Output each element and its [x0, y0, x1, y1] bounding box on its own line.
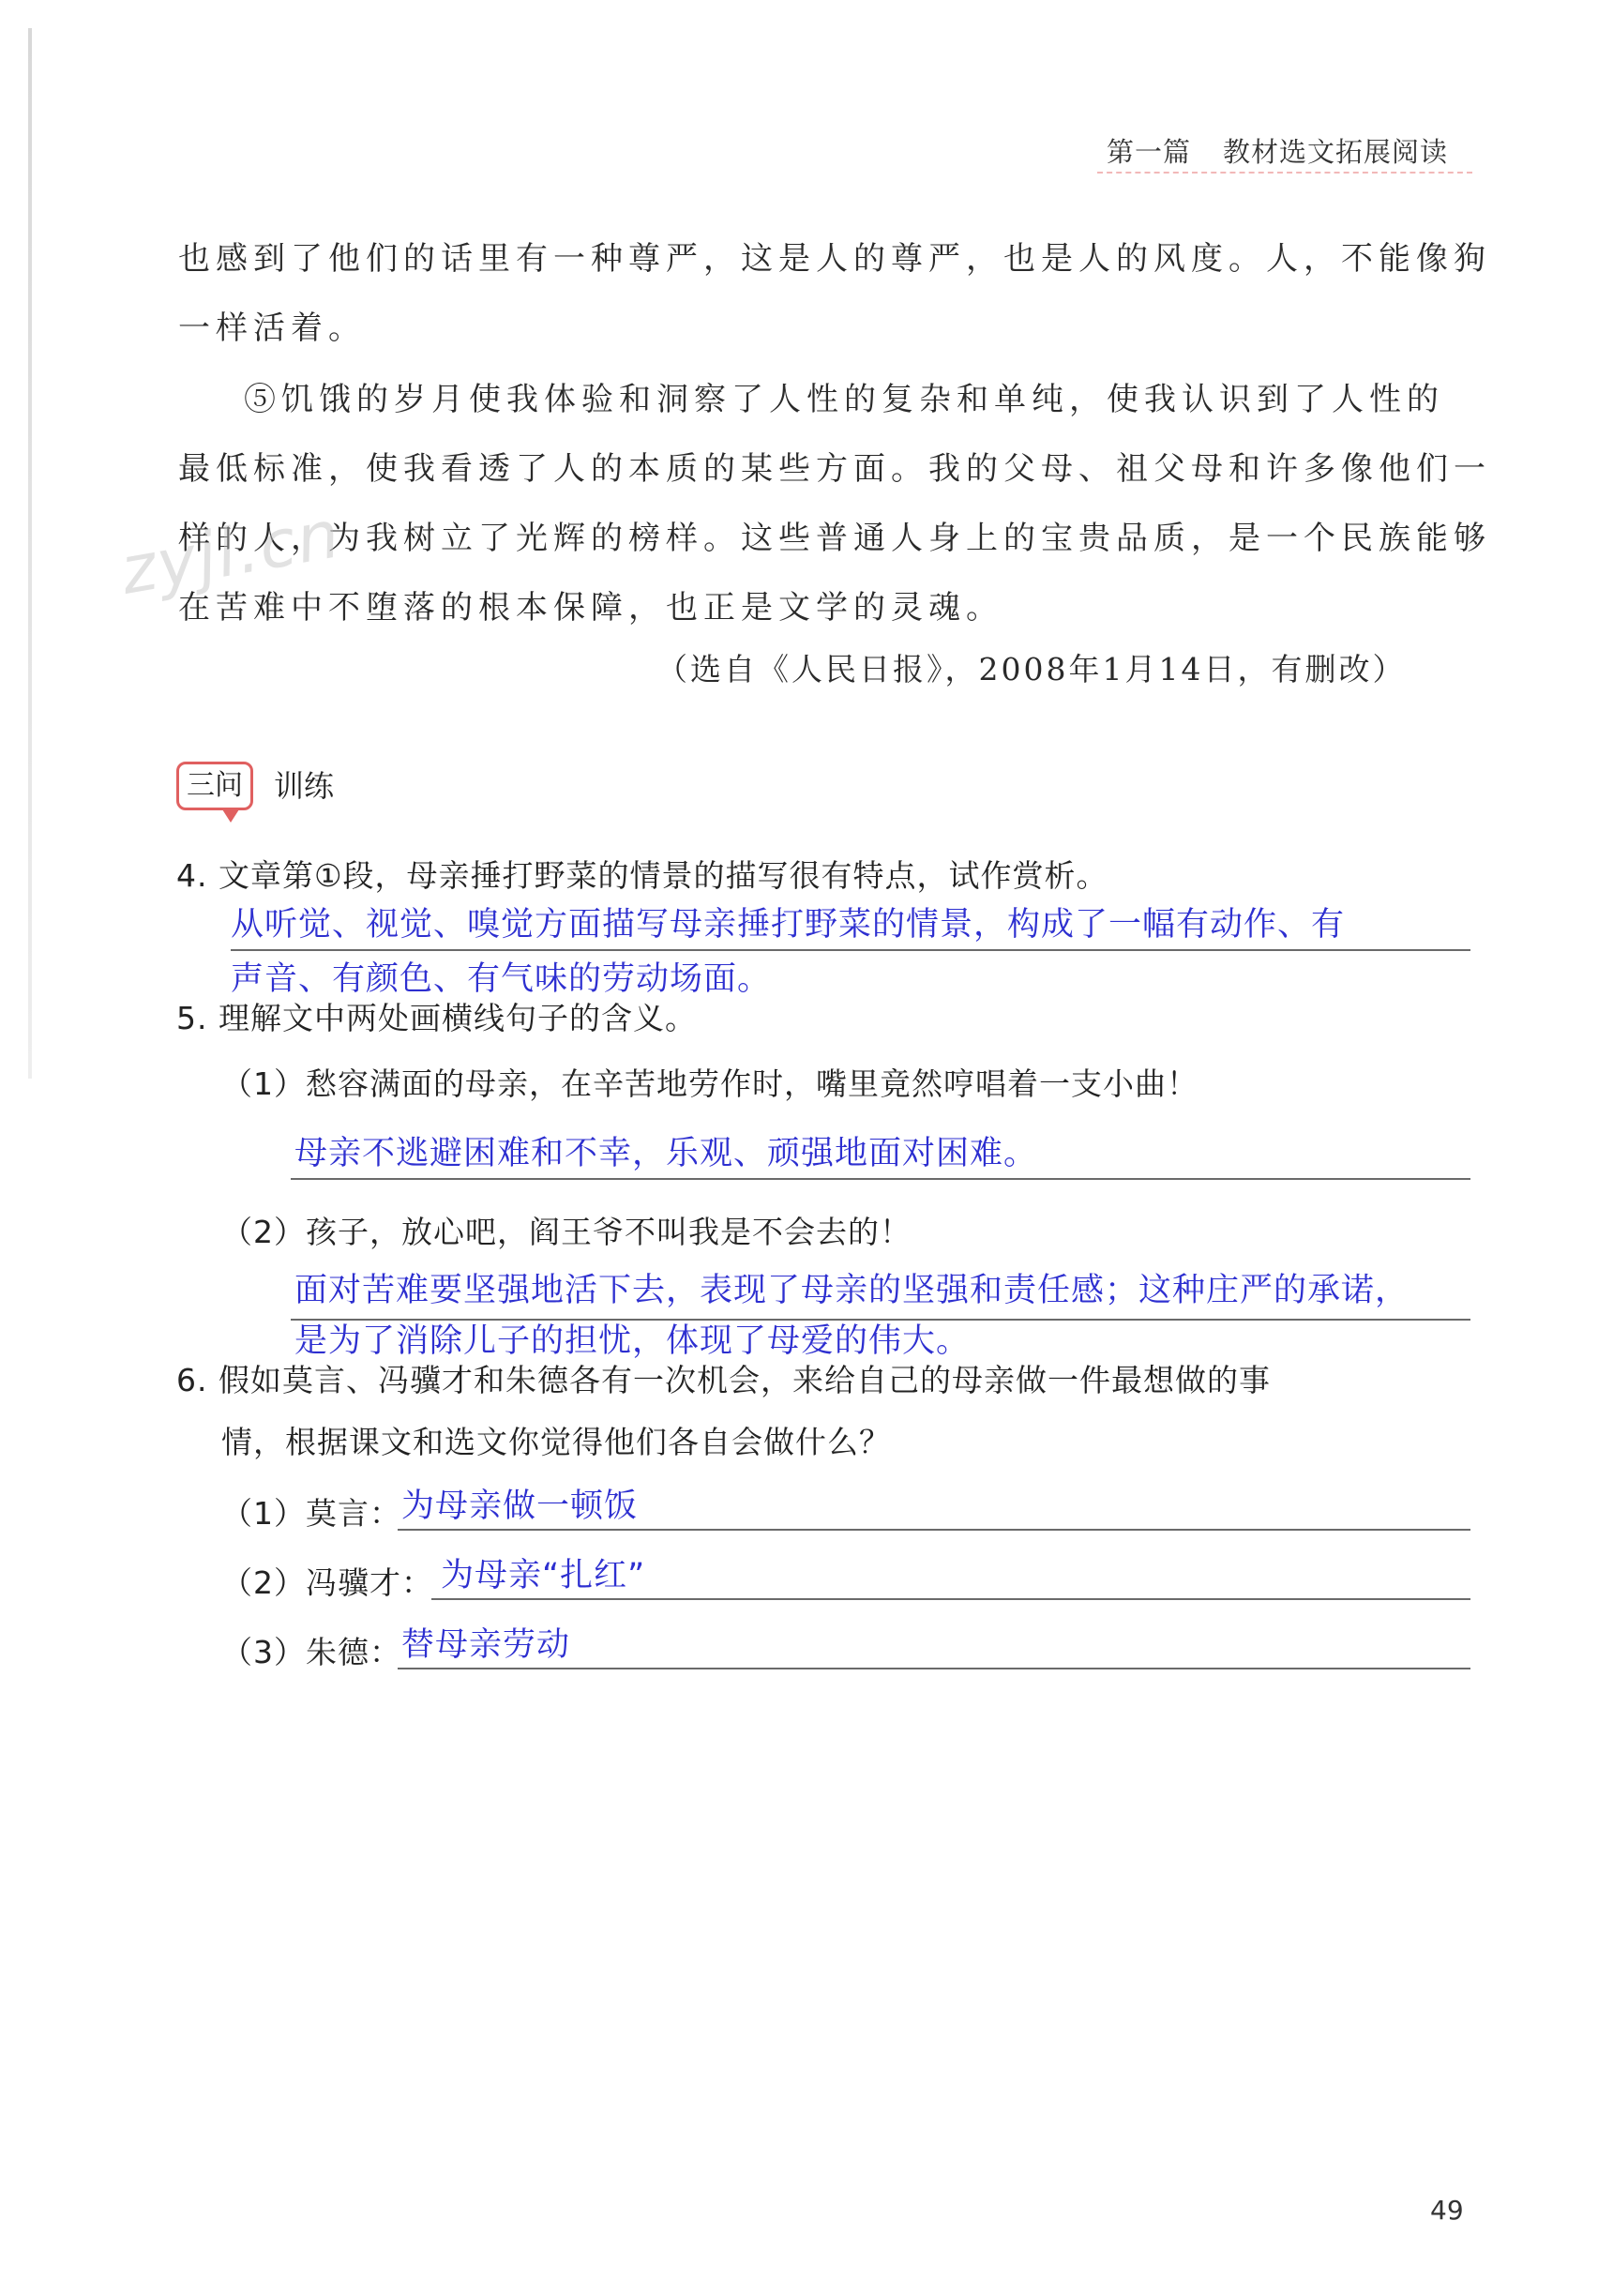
- answer-5-2-line-2: 是为了消除儿子的担忧，体现了母爱的伟大。: [294, 1322, 971, 1360]
- header-divider: [1097, 172, 1472, 174]
- answer-5-1: 母亲不逃避困难和不幸，乐观、顽强地面对困难。: [294, 1135, 1038, 1172]
- question-6-label-3: （3）朱德：: [221, 1634, 401, 1670]
- question-6-label-2: （2）冯骥才：: [221, 1564, 433, 1601]
- passage-line: 在苦难中不堕落的根本保障，也正是文学的灵魂。: [178, 589, 1003, 627]
- question-6-line-2: 情，根据课文和选文你觉得他们各自会做什么？: [221, 1424, 891, 1460]
- passage-line: 也感到了他们的话里有一种尊严，这是人的尊严，也是人的风度。人，不能像狗: [178, 240, 1491, 278]
- question-6-label-1: （1）莫言：: [221, 1495, 401, 1532]
- page-number: 49: [1430, 2195, 1464, 2226]
- passage-line: 一样活着。: [178, 310, 366, 347]
- answer-line: [398, 1668, 1470, 1669]
- answer-6-2: 为母亲“扎红”: [441, 1557, 646, 1594]
- passage-line: 最低标准，使我看透了人的本质的某些方面。我的父母、祖父母和许多像他们一: [178, 450, 1491, 488]
- header-part: 第一篇: [1107, 136, 1192, 168]
- question-6-line-1: 6. 假如莫言、冯骥才和朱德各有一次机会，来给自己的母亲做一件最想做的事: [176, 1362, 1271, 1398]
- passage-line: ⑤饥饿的岁月使我体验和洞察了人性的复杂和单纯，使我认识到了人性的: [244, 381, 1444, 418]
- question-5-sub-1: （1）愁容满面的母亲，在辛苦地劳作时，嘴里竟然哼唱着一支小曲！: [221, 1065, 1198, 1102]
- answer-line: [231, 949, 1470, 951]
- section-title: 训练: [274, 768, 335, 804]
- header-title: 教材选文拓展阅读: [1223, 136, 1449, 168]
- answer-6-3: 替母亲劳动: [401, 1626, 571, 1664]
- answer-5-2-line-1: 面对苦难要坚强地活下去，表现了母亲的坚强和责任感；这种庄严的承诺，: [294, 1272, 1410, 1309]
- running-header: [1107, 131, 1448, 170]
- page-binding-edge: [28, 28, 32, 1079]
- answer-line: [398, 1529, 1470, 1531]
- question-5-sub-2: （2）孩子，放心吧，阎王爷不叫我是不会去的！: [221, 1214, 912, 1250]
- passage-source: （选自《人民日报》，2008年1月14日，有删改）: [656, 651, 1407, 687]
- question-4: 4. 文章第①段，母亲捶打野菜的情景的描写很有特点，试作赏析。: [176, 857, 1108, 894]
- answer-4-line-2: 声音、有颜色、有气味的劳动场面。: [231, 960, 772, 998]
- answer-4-line-1: 从听觉、视觉、嗅觉方面描写母亲捶打野菜的情景，构成了一幅有动作、有: [231, 906, 1346, 944]
- answer-line: [431, 1598, 1470, 1600]
- question-5: 5. 理解文中两处画横线句子的含义。: [176, 1000, 697, 1036]
- watermark: zyjl.cn: [114, 495, 347, 610]
- answer-6-1: 为母亲做一顿饭: [401, 1488, 639, 1525]
- section-badge: 三问: [176, 762, 253, 810]
- passage-line: 样的人，为我树立了光辉的榜样。这些普通人身上的宝贵品质，是一个民族能够: [178, 520, 1491, 557]
- answer-line: [291, 1178, 1470, 1180]
